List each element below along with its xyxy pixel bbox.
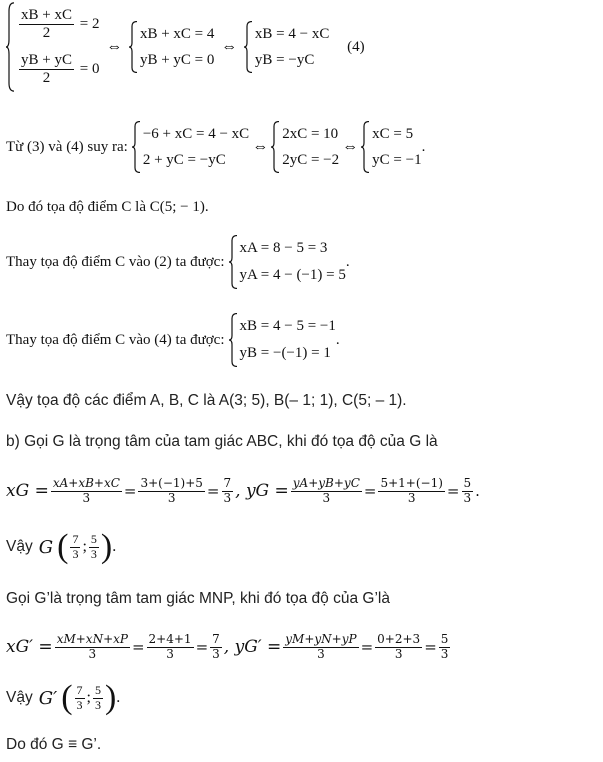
eq-lhs: xG′ = [6,637,53,657]
eq-line: −6 + xC = 4 − xC [142,125,250,142]
eq-fraction-denominator: 3 [94,697,101,712]
eq-line: 2 + yC = −yC [142,151,226,168]
equation-tag: (4) [347,38,365,55]
eq-fraction-denominator: 3 [317,646,325,661]
substitute-2-row: Thay tọa độ điểm C vào (2) ta được: xA = 8 − 5 = 3 yA = 4 − (−1) = 5 . [6,235,350,289]
eq-line: yB + yC = 0 [139,51,215,68]
eq-line: 2xC = 10 [282,125,339,142]
eq-fraction-denominator: 3 [223,490,232,505]
eq-line: yB = −yC [254,51,315,68]
eq-fraction-numerator: 5 [94,682,101,697]
system-c [361,121,421,173]
eq-fraction-denominator: 3 [322,490,331,505]
g-prime-result-line: Vậy G′ ( $\frac{7}{3}$ ; $\frac{5}{3}$ ) . [6,679,121,716]
centroid-intro-line: b) Gọi G là trọng tâm của tam giác ABC, khi đó tọa độ của G là [6,433,438,450]
eq-fraction-denominator: 3 [463,490,472,505]
g-symbol: G [38,536,54,558]
eq-fraction-denominator: 2 [42,25,51,41]
left-brace-icon [244,21,253,73]
suy-ra-label: Từ (3) và (4) suy ra: [6,138,128,155]
eq-line: xC = 5 [372,125,414,142]
eq-fraction-numerator: 5 [463,475,472,490]
eq-fraction-denominator: 3 [394,646,403,661]
system-left [6,2,99,92]
coordinates-summary-line: Vậy tọa độ các điểm A, B, C là A(3; 5), B(– 1; 1), C(5; – 1). [6,392,407,409]
eq-line: xA = 8 − 5 = 3 [239,240,328,256]
eq-fraction-denominator: 2 [42,70,51,86]
iff-arrow-icon: ⇔ [221,38,238,55]
eq-fraction-numerator: xA+xB+xC [52,475,120,490]
eq-fraction-numerator: 7 [76,682,83,697]
left-brace-icon [229,313,238,367]
eq-fraction-denominator: 3 [88,646,97,661]
eq-fraction-numerator: 5+1+(−1) [380,475,443,490]
eq-fraction-denominator: 3 [407,490,416,505]
conclusion-line: Do đó G ≡ G’. [6,736,102,753]
eq-fraction-denominator: 3 [212,646,220,661]
system-xa-ya [229,235,346,289]
eq-rhs: = 0 [79,60,100,77]
eq-fraction-numerator: 5 [440,631,449,646]
eq-fraction-denominator: 3 [440,646,449,661]
eq-fraction-numerator: 2+4+1 [148,631,192,646]
eq-fraction-denominator: 3 [72,546,79,561]
centroid-mnp-intro-line: Gọi G’là trọng tâm tam giác MNP, khi đó tọa độ của G’là [6,590,390,607]
system-4-row [6,2,365,92]
iff-arrow-icon: ⇔ [342,138,359,155]
eq-fraction-numerator: 7 [72,531,79,546]
point-c-line: Do đó tọa độ điểm C là C(5; − 1). [6,199,209,215]
system-xb-yb [229,313,336,367]
left-brace-icon [129,21,138,73]
eq-line: xB = 4 − 5 = −1 [239,318,336,334]
vay-label: Vậy [6,689,33,706]
iff-arrow-icon: ⇔ [106,38,123,55]
substitute-4-row: Thay tọa độ điểm C vào (4) ta được: xB = 4 − 5 = −1 yB = −(−1) = 1 . [6,313,340,367]
eq-fraction-numerator: xM+xN+xP [56,631,128,646]
eq-fraction-denominator: 3 [167,490,176,505]
eq-fraction-numerator: 5 [90,531,97,546]
eq-fraction-denominator: 3 [90,546,97,561]
substitute-4-label: Thay tọa độ điểm C vào (4) ta được: [6,331,225,348]
eq-fraction-denominator: 3 [76,697,83,712]
left-brace-icon [229,235,238,289]
system-b [271,121,339,173]
eq-fraction-numerator: yB + yC [19,52,74,70]
left-brace-icon [6,2,15,92]
eq-line: yC = −1 [372,151,422,168]
substitute-2-label: Thay tọa độ điểm C vào (2) ta được: [6,253,225,270]
eq-line: yB = −(−1) = 1 [239,345,331,361]
eq-rhs: = 2 [79,15,100,32]
eq-fraction-numerator: yM+yN+yP [285,631,357,646]
system-right [244,21,329,73]
eq-mid: , yG = [235,481,289,501]
eq-lhs: xG = [6,481,49,501]
vay-label: Vậy [6,538,33,555]
eq-fraction-numerator: 0+2+3 [377,631,421,646]
g-result-line: Vậy G ( $\frac{7}{3}$ ; $\frac{5}{3}$ ) . [6,528,117,565]
eq-fraction-denominator: 3 [82,490,91,505]
eq-fraction-numerator: 3+(−1)+5 [140,475,203,490]
eq-fraction-numerator: yA+yB+yC [292,475,360,490]
centroid-g-equation: xG = $\frac{xA+xB+xC}{3}$ = $\frac{3+(-1)+5}{3}$ = $\frac{7}{3}$ , yG = $\frac{yA+yB+yC}{3}$ = $\frac{5+1+(-1)}{3}$ = $\frac{5}{3}$ . [6,475,480,505]
system-a [132,121,249,173]
eq-fraction-numerator: 7 [223,475,232,490]
system-middle [129,21,214,73]
left-brace-icon [132,121,141,173]
eq-fraction-denominator: 3 [166,646,174,661]
g-prime-symbol: G′ [38,687,58,709]
left-brace-icon [271,121,280,173]
eq-line: xB = 4 − xC [254,25,330,42]
centroid-g-prime-equation: xG′ = $\frac{xM+xN+xP}{3}$ = $\frac{2+4+1}{3}$ = $\frac{7}{3}$ , yG′ = $\frac{yM+yN+yP}{3}$ = $\frac{0+2+3}{3}$ = $\frac{5}{3}$ [6,631,449,661]
eq-fraction-numerator: 7 [212,631,220,646]
left-brace-icon [361,121,370,173]
suy-ra-row: Từ (3) và (4) suy ra: −6 + xC = 4 − xC 2 + yC = −yC ⇔ 2xC = 10 2yC = −2 ⇔ xC = 5 yC = −1 . [6,121,425,173]
eq-mid: , yG′ = [223,637,282,657]
eq-fraction-numerator: xB + xC [19,7,74,25]
eq-line: xB + xC = 4 [139,25,215,42]
iff-arrow-icon: ⇔ [252,138,269,155]
eq-line: yA = 4 − (−1) = 5 [239,267,346,283]
eq-line: 2yC = −2 [282,151,340,168]
